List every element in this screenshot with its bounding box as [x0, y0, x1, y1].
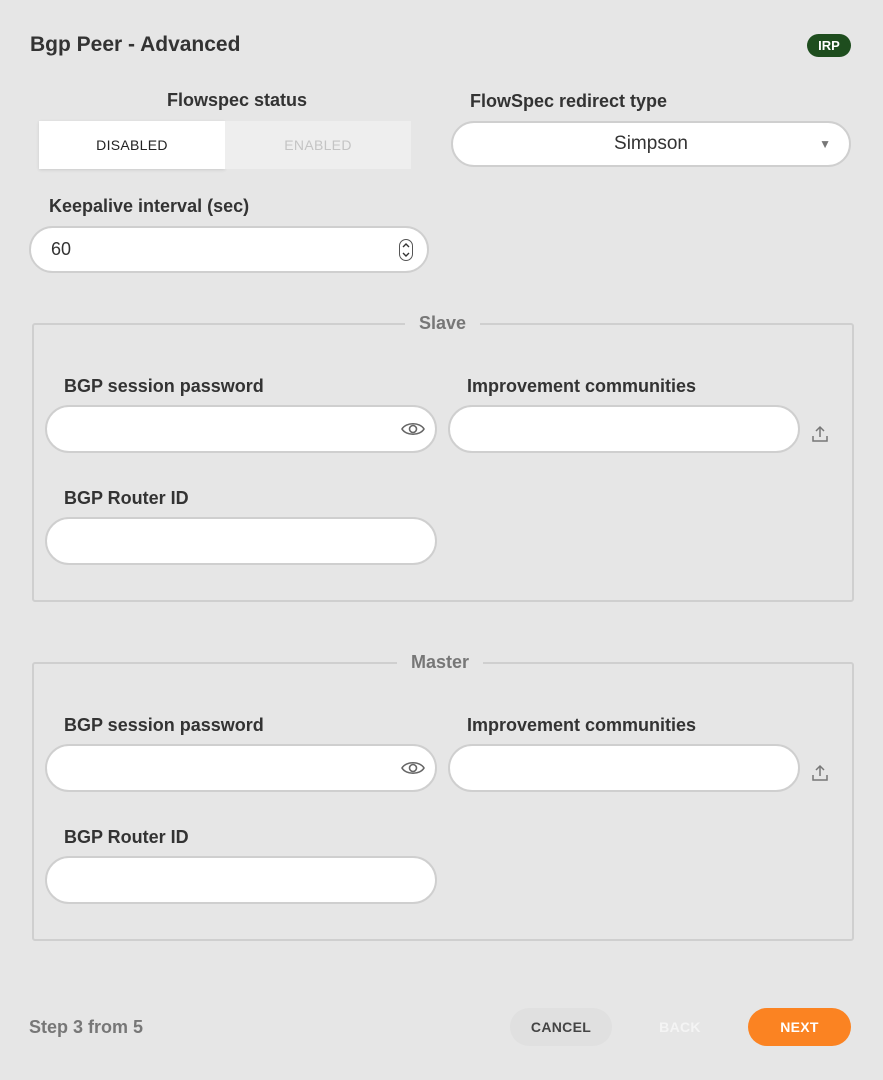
chevron-down-icon: ▼ [819, 137, 831, 151]
flowspec-redirect-select[interactable] [451, 121, 851, 167]
upload-icon[interactable] [811, 425, 829, 443]
eye-icon[interactable] [401, 758, 425, 778]
slave-communities-label: Improvement communities [467, 376, 697, 396]
slave-router-id-label: BGP Router ID [64, 488, 189, 508]
back-button[interactable]: BACK [659, 1019, 701, 1035]
next-button[interactable]: NEXT [748, 1008, 851, 1046]
page-title: Bgp Peer - Advanced [30, 33, 241, 56]
eye-icon[interactable] [401, 419, 425, 439]
slave-password-label: BGP session password [64, 376, 264, 396]
master-password-input[interactable] [45, 744, 437, 792]
slave-router-id-input[interactable] [45, 517, 437, 565]
keepalive-label: Keepalive interval (sec) [49, 196, 250, 216]
master-communities-label: Improvement communities [467, 715, 697, 735]
master-router-id-input[interactable] [45, 856, 437, 904]
cancel-button[interactable]: CANCEL [510, 1008, 612, 1046]
keepalive-input[interactable] [29, 226, 429, 273]
step-indicator: Step 3 from 5 [29, 1017, 144, 1037]
flowspec-status-toggle [39, 121, 411, 169]
master-legend: Master [397, 652, 483, 673]
master-password-label: BGP session password [64, 715, 264, 735]
master-router-id-label: BGP Router ID [64, 827, 189, 847]
flowspec-status-label: Flowspec status [167, 90, 308, 110]
upload-icon[interactable] [811, 764, 829, 782]
slave-communities-input[interactable] [448, 405, 800, 453]
slave-password-input[interactable] [45, 405, 437, 453]
master-communities-input[interactable] [448, 744, 800, 792]
flowspec-redirect-value: Simpson [614, 133, 688, 154]
keepalive-value: 60 [51, 239, 72, 259]
spinner-icon[interactable] [399, 239, 413, 261]
flowspec-disabled-option[interactable]: DISABLED [39, 121, 225, 169]
flowspec-redirect-label: FlowSpec redirect type [470, 91, 668, 111]
flowspec-enabled-option[interactable]: ENABLED [225, 121, 411, 169]
slave-legend: Slave [405, 313, 480, 334]
irp-badge: IRP [807, 34, 851, 57]
